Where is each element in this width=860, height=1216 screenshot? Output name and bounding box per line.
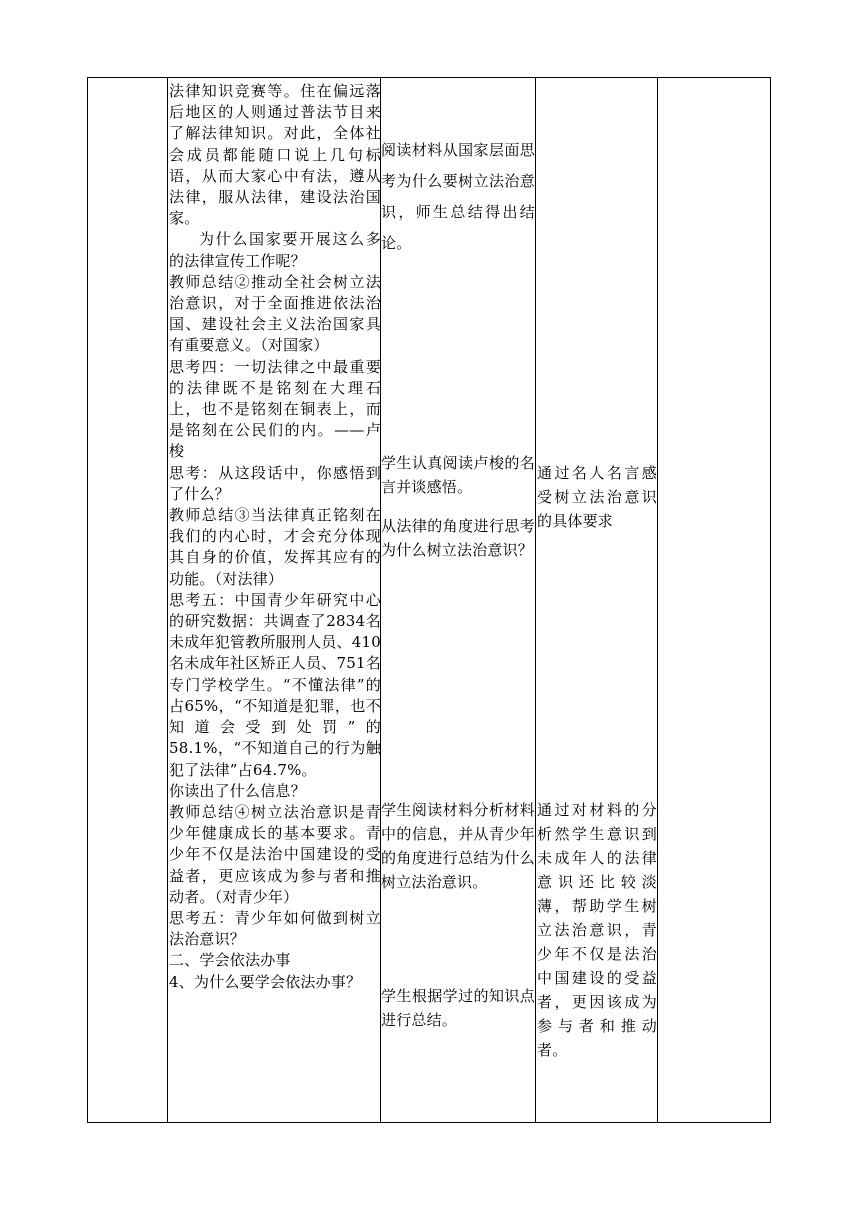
paragraph: 思考：从这段话中，你感悟到了什么？ — [169, 463, 381, 503]
column-divider — [657, 78, 658, 1122]
student-activity-1: 阅读材料从国家层面思考为什么要树立法治意识，师生总结得出结论。 — [381, 141, 535, 252]
column-divider — [535, 78, 536, 1122]
student-activity-4: 学生阅读材料分析材料中的信息，并从青少年的角度进行总结为什么树立法治意识。 — [381, 801, 535, 891]
paragraph: 教师总结④树立法治意识是青少年健康成长的基本要求。青少年不仅是法治中国建设的受益者，更应该成为参与者和推动者。（对青少年） — [169, 802, 381, 906]
paragraph: 思考四：一切法律之中最重要的法律既不是铭刻在大理石上，也不是铭刻在铜表上，而是铭刻在公民们的内。——卢梭 — [169, 357, 381, 461]
paragraph: 法律知识竞赛等。住在偏远落后地区的人则通过普法节目来了解法律知识。对此，全体社会成员都能随口说上几句标语，从而大家心中有法，遵从法律，服从法律，建设法治国家。 — [169, 82, 381, 228]
paragraph: 你读出了什么信息？ — [169, 781, 306, 800]
section-heading: 二、学会依法办事 — [169, 951, 291, 970]
design-intent-1: 通过名人名言感受树立法治意识的具体要求 — [537, 464, 657, 530]
paragraph: 4、为什么要学会依法办事？ — [169, 972, 362, 991]
student-activity-3: 从法律的角度进行思考为什么树立法治意识？ — [381, 517, 535, 559]
paragraph: 思考五：中国青少年研究中心的研究数据：共调查了2834名未成年犯管教所服刑人员、410名未成年社区矫正人员、751名专门学校学生。“不懂法律”的占65%，“不知道是犯罪，也不知道会受到处罚”的58.1%，“不知道自己的行为触犯了法律”占64.7%。 — [169, 590, 381, 779]
paragraph: 为什么国家要开展这么多的法律宣传工作呢？ — [169, 230, 381, 270]
column-divider — [167, 78, 168, 1122]
design-intent-2: 通过对材料的分析然学生意识到未成年人的法律意识还比较淡薄，帮助学生树立法治意识，青少年不仅是法治中国建设的受益者，更因该成为参与者和推动者。 — [537, 801, 657, 1059]
lesson-plan-table — [87, 77, 771, 1123]
paragraph: 思考五：青少年如何做到树立法治意识？ — [169, 908, 381, 949]
student-activity-2: 学生认真阅读卢梭的名言并谈感悟。 — [381, 454, 535, 496]
paragraph: 教师总结②推动全社会树立法治意识，对于全面推进依法治国、建设社会主义法治国家具有重要意义。（对国家） — [169, 272, 381, 355]
teaching-process-cell — [169, 81, 381, 993]
paragraph: 教师总结③当法律真正铭刻在我们的内心时，才会充分体现其自身的价值，发挥其应有的功能。（对法律） — [169, 506, 381, 588]
student-activity-5: 学生根据学过的知识点进行总结。 — [381, 987, 535, 1029]
